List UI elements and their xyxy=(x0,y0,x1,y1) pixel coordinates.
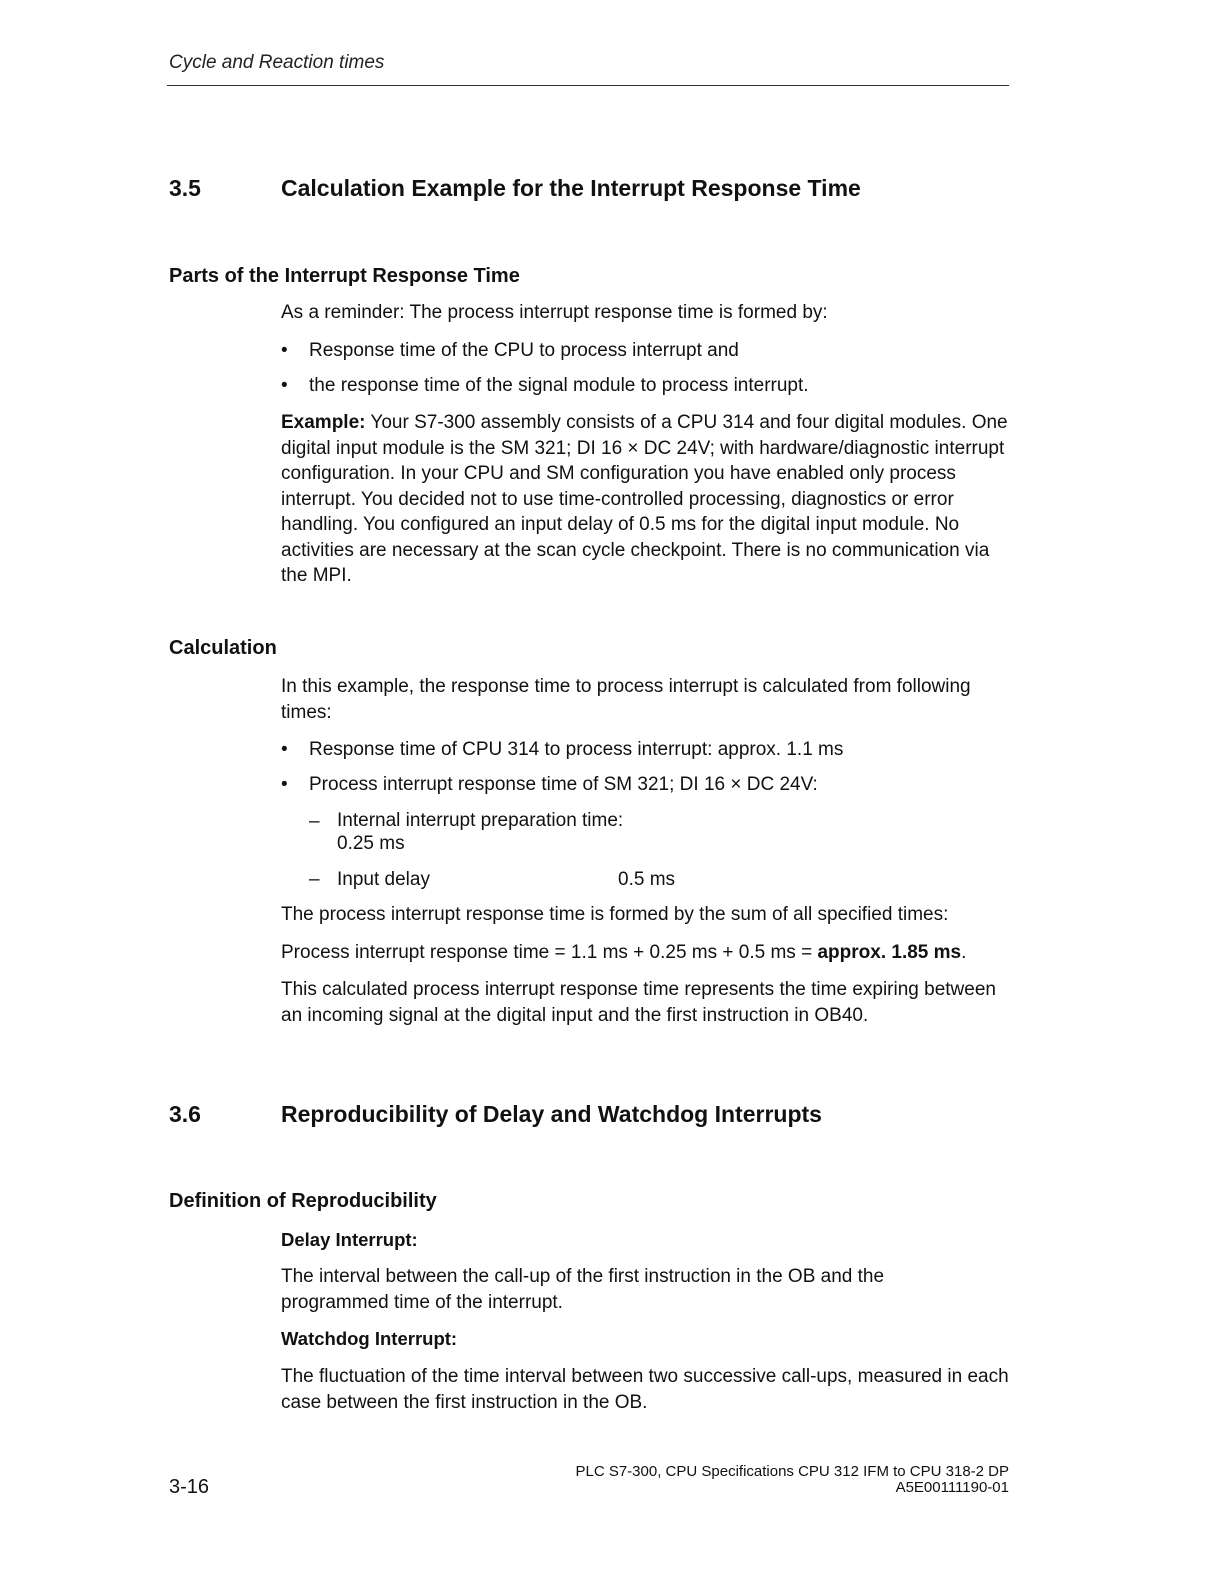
list-item: – Input delay 0.5 ms xyxy=(309,869,676,890)
subheading-definition: Definition of Reproducibility xyxy=(169,1190,437,1212)
delay-text: The interval between the call-up of the first instruction in the OB and the programmed time of the interrupt. xyxy=(281,1266,885,1313)
bullet-icon: • xyxy=(281,739,288,760)
bullet-icon: • xyxy=(281,340,288,361)
conclusion: This calculated process interrupt response time represents the time expiring between an incoming signal at the digital input and the first instruction in OB40. xyxy=(281,979,996,1026)
example-label: Example: xyxy=(281,412,366,433)
section-title: Calculation Example for the Interrupt Response Time xyxy=(281,175,861,201)
subheading-parts: Parts of the Interrupt Response Time xyxy=(169,265,520,287)
list-item: • the response time of the signal module to process interrupt. xyxy=(281,375,809,396)
dash-icon: – xyxy=(309,811,320,832)
footer-info xyxy=(575,1464,1009,1496)
bullet-icon: • xyxy=(281,375,288,396)
formula-result: approx. 1.85 ms xyxy=(817,942,962,963)
header-rule xyxy=(167,85,1009,86)
section-number: 3.6 xyxy=(169,1101,201,1127)
page-number: 3-16 xyxy=(169,1476,210,1498)
running-title: Cycle and Reaction times xyxy=(169,52,385,73)
book-title: PLC S7-300, CPU Specifications CPU 312 IFM to CPU 318-2 DP xyxy=(575,1463,1009,1480)
list-item: – Internal interrupt preparation time: 0.25 ms xyxy=(309,810,624,854)
subheading-calculation: Calculation xyxy=(169,637,277,659)
section-number: 3.5 xyxy=(169,175,201,201)
bullet-icon: • xyxy=(281,774,288,795)
formula: Process interrupt response time = 1.1 ms + 0.25 ms + 0.5 ms = approx. 1.85 ms. xyxy=(281,942,967,963)
list-item: • Response time of the CPU to process interrupt and xyxy=(281,340,739,361)
doc-number: A5E00111190-01 xyxy=(895,1479,1009,1496)
section-title: Reproducibility of Delay and Watchdog Interrupts xyxy=(281,1101,822,1127)
delay-heading: Delay Interrupt: xyxy=(281,1229,418,1250)
calculation-intro: In this example, the response time to process interrupt is calculated from following times: xyxy=(281,676,971,723)
watchdog-text: The fluctuation of the time interval between two successive call-ups, measured in each case between the first instruction in the OB. xyxy=(281,1366,1009,1413)
list-item: • Response time of CPU 314 to process interrupt: approx. 1.1 ms xyxy=(281,739,844,760)
list-item: • Process interrupt response time of SM 321; DI 16 × DC 24V: xyxy=(281,774,818,795)
sum-text: The process interrupt response time is formed by the sum of all specified times: xyxy=(281,904,949,925)
dash-icon: – xyxy=(309,869,320,890)
watchdog-heading: Watchdog Interrupt: xyxy=(281,1328,458,1349)
example-paragraph: Example: Your S7-300 assembly consists of a CPU 314 and four digital modules. One digital input module is the SM 321; DI 16 × DC 24V; with hardware/diagnostic interrupt configuration. In your CPU and SM configuration you have enabled only process interrupt. You decided not to use time-controlled processing, diagnostics or error handling. You configured an input delay of 0.5 ms for the digital input module. No activities are necessary at the scan cycle checkpoint. There is no communication via the MPI. xyxy=(281,412,1008,586)
parts-intro: As a reminder: The process interrupt response time is formed by: xyxy=(281,302,828,323)
